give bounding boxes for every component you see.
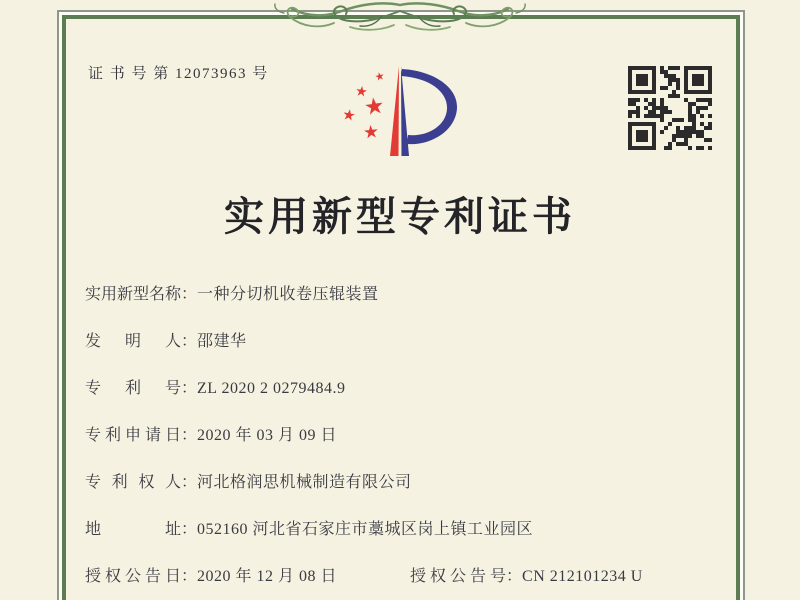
field-address: 地址：052160 河北省石家庄市藁城区岗上镇工业园区 (85, 516, 730, 536)
red-star-icon: ★ (373, 70, 386, 84)
red-star-icon: ★ (361, 121, 381, 143)
field-value: 邵建华 (197, 333, 247, 350)
field-grant-number: 授权公告号：CN 212101234 U (410, 563, 643, 586)
cnipa-logo (330, 56, 475, 166)
flourish-ornament-icon (270, 0, 530, 34)
field-inventor: 发明人：邵建华 (85, 328, 730, 348)
field-label: 授权公告号 (410, 568, 506, 585)
field-value: 2020 年 12 月 08 日 (197, 568, 338, 585)
certificate-fields (85, 281, 730, 600)
field-label: 专利申请日 (85, 427, 181, 444)
red-star-icon: ★ (354, 84, 369, 101)
field-value: CN 212101234 U (522, 568, 643, 585)
field-value: 河北格润思机械制造有限公司 (197, 474, 412, 491)
certificate-title: 实用新型专利证书 (224, 194, 576, 239)
field-value: 052160 河北省石家庄市藁城区岗上镇工业园区 (197, 521, 534, 538)
field-patentee: 专利权人：河北格润思机械制造有限公司 (85, 469, 730, 489)
field-value: ZL 2020 2 0279484.9 (197, 380, 346, 397)
field-label: 发明人 (85, 333, 181, 350)
field-label: 地址 (85, 521, 181, 538)
field-patent-number: 专利号：ZL 2020 2 0279484.9 (85, 375, 730, 395)
field-label: 专利权人 (85, 474, 181, 491)
field-label: 专利号 (85, 380, 181, 397)
field-label: 实用新型名称 (85, 286, 182, 303)
qr-code (628, 66, 712, 150)
field-filing-date: 专利申请日：2020 年 03 月 09 日 (85, 422, 730, 442)
field-utility-model-name: 实用新型名称：一种分切机收卷压辊装置 (85, 281, 730, 301)
field-value: 一种分切机收卷压辊装置 (197, 286, 379, 303)
certificate-number: 证 书 号 第 12073963 号 (88, 66, 269, 82)
red-star-icon: ★ (362, 92, 387, 121)
red-star-icon: ★ (340, 106, 357, 126)
field-label: 授权公告日 (85, 568, 181, 585)
field-grant-date: 授权公告日：2020 年 12 月 08 日 授权公告号：CN 212101234 U (85, 563, 730, 583)
field-value: 2020 年 03 月 09 日 (197, 427, 338, 444)
